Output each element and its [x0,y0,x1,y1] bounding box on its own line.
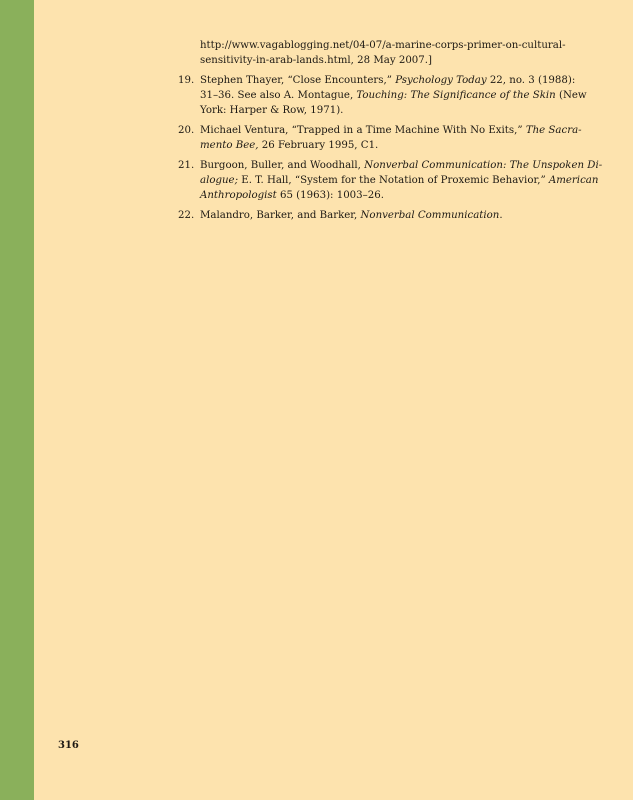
left-color-bar [0,0,34,800]
page-number: 316 [58,740,79,751]
endnote-continued [178,38,573,68]
endnote-number: 21. [178,160,195,171]
endnote-20 [178,123,582,153]
endnote-title-italic: alogue; [200,175,239,186]
endnote-text: York: Harper & Row, 1971). [200,105,344,116]
endnote-title-italic: The Sacra- [525,125,582,136]
endnote-title-italic: mento Bee, [200,140,259,151]
endnote-text: E. T. Hall, “System for the Notation of Proxemic Behavior,” [238,175,549,186]
endnote-continued-line-1: http://www.vagablogging.net/04-07/a-marine-corps-primer-on-cultural- [200,40,566,51]
endnote-title-italic: Nonverbal Communication: The Unspoken Di- [364,160,603,171]
endnote-number: 22. [178,210,195,221]
endnote-22 [178,208,573,223]
endnote-text: (New [555,90,587,101]
endnote-number: 19. [178,75,195,86]
endnote-title-italic: Touching: The Significance of the Skin [356,90,556,101]
endnote-text: Michael Ventura, “Trapped in a Time Machine With No Exits,” [200,125,526,136]
endnote-title-italic: Psychology Today [395,75,487,86]
endnote-19 [178,73,587,118]
endnote-text: Burgoon, Buller, and Woodhall, [200,160,365,171]
endnote-text: 31–36. See also A. Montague, [200,90,357,101]
endnotes-list [178,38,603,228]
endnote-title-italic: Nonverbal Communication [360,210,500,221]
endnote-text: Stephen Thayer, “Close Encounters,” [200,75,396,86]
endnote-title-italic: American [548,175,599,186]
endnote-text: Malandro, Barker, and Barker, [200,210,361,221]
endnote-text: 22, no. 3 (1988): [486,75,576,86]
endnote-21 [178,158,603,203]
endnote-text: . [499,210,503,221]
endnote-text: 26 February 1995, C1. [258,140,379,151]
endnote-text: 65 (1963): 1003–26. [276,190,384,201]
endnote-title-italic: Anthropologist [200,190,277,201]
endnote-continued-line-2: sensitivity-in-arab-lands.html, 28 May 2007.] [200,55,432,66]
endnote-number: 20. [178,125,195,136]
